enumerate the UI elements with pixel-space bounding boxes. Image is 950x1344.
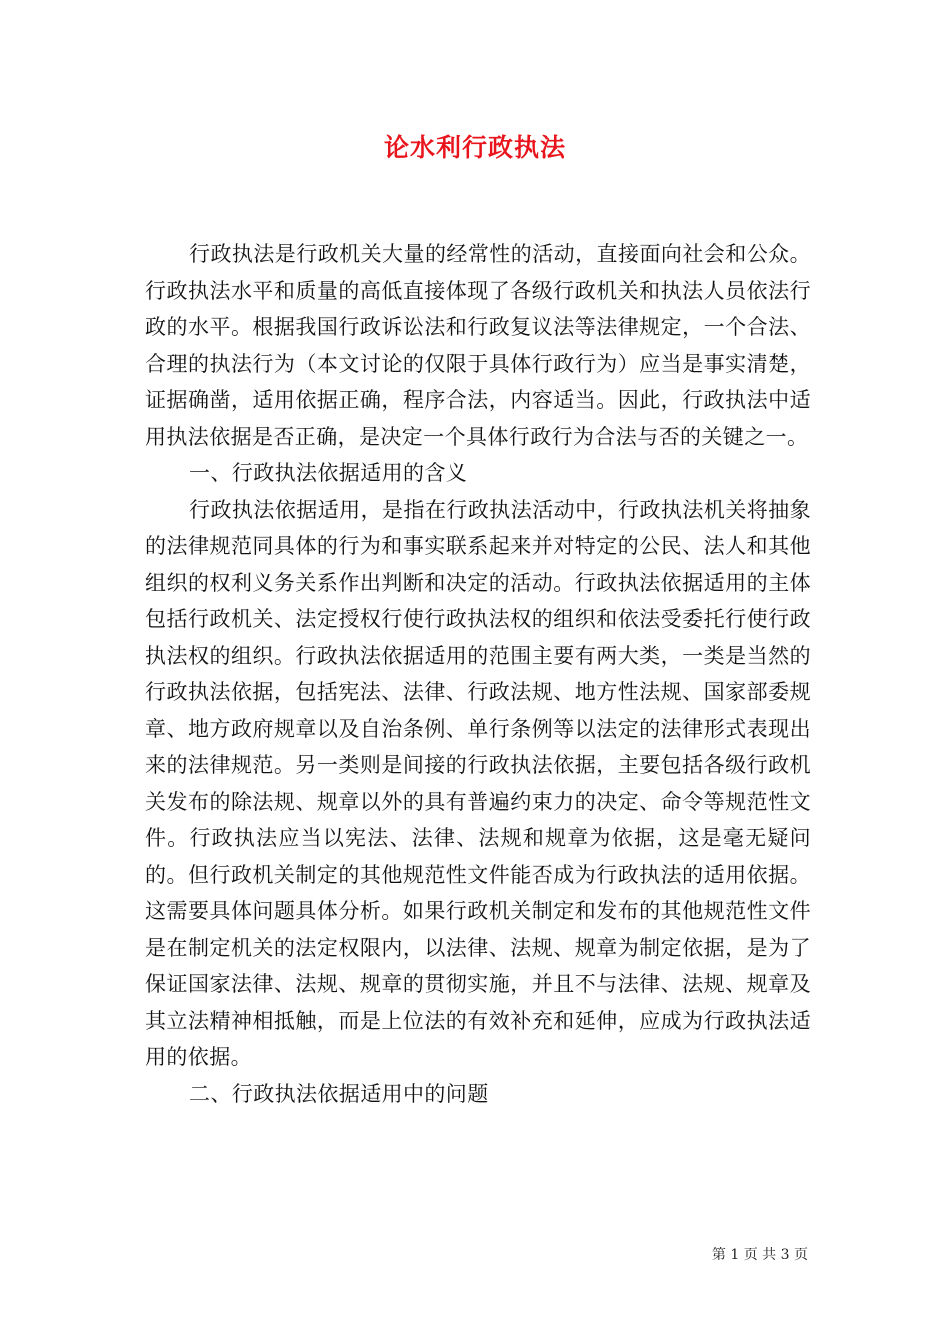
document-body [145, 236, 811, 1112]
paragraph-intro: 行政执法是行政机关大量的经常性的活动，直接面向社会和公众。行政执法水平和质量的高低直接体现了各级行政机关和执法人员依法行政的水平。根据我国行政诉讼法和行政复议法等法律规定，一个合法、合理的执法行为（本文讨论的仅限于具体行政行为）应当是事实清楚，证据确凿，适用依据正确，程序合法，内容适当。因此，行政执法中适用执法依据是否正确，是决定一个具体行政行为合法与否的关键之一。 [145, 242, 811, 449]
paragraph-section-1: 行政执法依据适用，是指在行政执法活动中，行政执法机关将抽象的法律规范同具体的行为和事实联系起来并对特定的公民、法人和其他组织的权利义务关系作出判断和决定的活动。行政执法依据适用的主体包括行政机关、法定授权行使行政执法权的组织和依法受委托行使行政执法权的组织。行政执法依据适用的范围主要有两大类，一类是当然的行政执法依据，包括宪法、法律、行政法规、地方性法规、国家部委规章、地方政府规章以及自治条例、单行条例等以法定的法律形式表现出来的法律规范。另一类则是间接的行政执法依据，主要包括各级行政机关发布的除法规、规章以外的具有普遍约束力的决定、命令等规范性文件。行政执法应当以宪法、法律、法规和规章为依据，这是毫无疑问的。但行政机关制定的其他规范性文件能否成为行政执法的适用依据。这需要具体问题具体分析。如果行政机关制定和发布的其他规范性文件是在制定机关的法定权限内，以法律、法规、规章为制定依据，是为了保证国家法律、法规、规章的贯彻实施，并且不与法律、法规、规章及其立法精神相抵触，而是上位法的有效补充和延伸，应成为行政执法适用的依据。 [145, 497, 811, 1069]
document-title: 论水利行政执法 [383, 133, 566, 162]
section-heading-2: 二、行政执法依据适用中的问题 [189, 1081, 489, 1106]
page-number-footer: 第 1 页 共 3 页 [711, 1247, 808, 1263]
section-heading-1: 一、行政执法依据适用的含义 [189, 461, 468, 485]
